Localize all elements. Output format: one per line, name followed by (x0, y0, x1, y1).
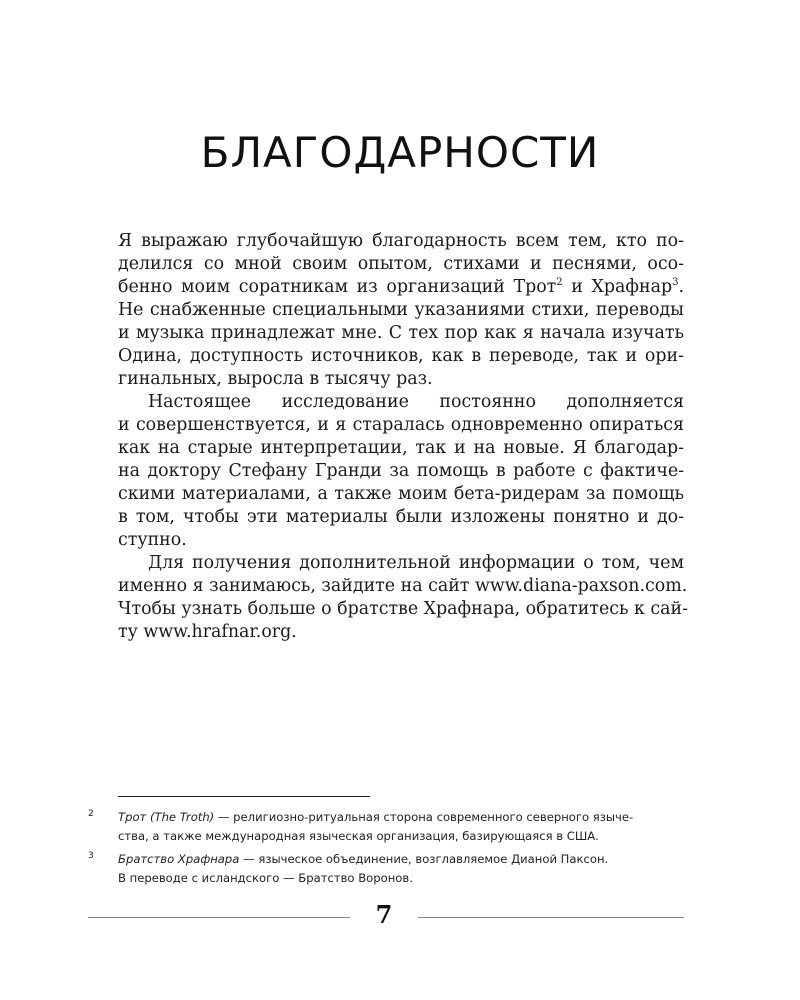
footnote-text: — религиозно-ритуальная сторона современного северного язычe- (214, 810, 634, 824)
footnote-term: Братство Храфнара (118, 852, 240, 866)
footnote-line (118, 850, 688, 869)
text-line: скими материалами, а также моим бета-ридерам за помощь (118, 484, 684, 504)
text-line: именно я занимаюсь, зайдите на сайт www.diana-paxson.com. (118, 576, 688, 596)
text-line: Для получения дополнительной информации о том, чем (148, 553, 684, 573)
text-line: Я выражаю глубочайшую благодарность всем тем, кто по- (118, 231, 684, 251)
text-line: ступно. (118, 530, 187, 550)
footnote-ref-3[interactable]: 3 (672, 277, 679, 289)
text-line-part: Настоящее исследование постоянно дополняется (148, 392, 684, 412)
text-line: делился со мной своим опытом, стихами и песнями, осо- (118, 254, 684, 274)
text-line: как на старые интерпретации, так и на новые. Я благодар- (118, 438, 684, 458)
footnote-mark: 3 (88, 851, 94, 861)
footnote-line (118, 808, 688, 827)
text-line: Чтобы узнать больше о братстве Храфнара, обратитесь к сай- (118, 599, 688, 619)
footnote-ref-2[interactable]: 2 (556, 277, 563, 289)
text-line: Одина, доступность источников, как в переводе, так и ори- (118, 346, 684, 366)
text-line-part: бенно моим соратникам из организаций Трот (118, 277, 557, 297)
paragraph-2 (118, 391, 684, 552)
footnote-line: ства, а также международная языческая организация, базирующаяся в США. (118, 829, 599, 843)
footnote-line: В переводе с исландского — Братство Воронов. (118, 871, 413, 885)
footnote-term: Трот (The Troth) (118, 810, 215, 824)
footnote-separator (118, 796, 370, 797)
folio-rule-right (418, 917, 684, 918)
text-line: и музыка принадлежат мне. С тех пор как я начала изучать (118, 323, 684, 343)
body-text (118, 230, 688, 644)
footnote-text: — языческое объединение, возглавляемое Дианой Паксон. (239, 852, 609, 866)
page-number: 7 (375, 900, 393, 929)
text-line: и совершенствуется, и я старалась одновременно опираться (118, 415, 684, 435)
text-line: гинальных, выросла в тысячу раз. (118, 369, 433, 389)
footnotes (88, 808, 688, 892)
text-line-part: . (678, 277, 684, 297)
text-line (118, 391, 684, 414)
paragraph-3 (118, 552, 688, 644)
paragraph-1 (118, 230, 684, 391)
text-line-part: и Храфнар (562, 277, 673, 297)
footnote-mark: 2 (88, 809, 94, 819)
text-line: в том, чтобы эти материалы были изложены понятно и до- (118, 507, 684, 527)
text-line: на доктору Стефану Гранди за помощь в работе с фактиче- (118, 461, 684, 481)
footnote-2 (88, 808, 688, 846)
text-line (118, 276, 684, 299)
text-line: Не снабженные специальными указаниями стихи, переводы (118, 300, 684, 320)
text-line: ту www.hrafnar.org. (118, 622, 297, 642)
folio-rule-left (88, 917, 350, 918)
footnote-3 (88, 850, 688, 888)
page-title: БЛАГОДАРНОСТИ (200, 128, 600, 177)
